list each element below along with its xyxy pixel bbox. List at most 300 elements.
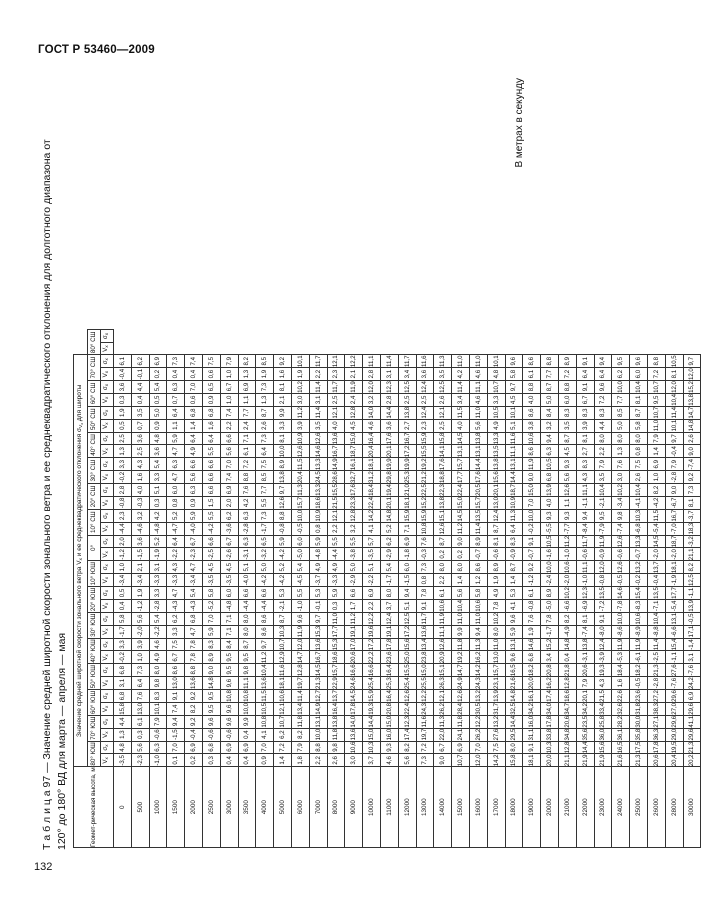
sigma-cell: 17,6 <box>434 458 452 471</box>
vx-cell: 20,9 <box>434 651 452 664</box>
sigma-cell: 10,0 <box>541 561 559 574</box>
vx-cell: 3,8 <box>523 419 541 432</box>
vx-cell: 4,0 <box>523 393 541 406</box>
sigma-cell: 12,1 <box>327 509 345 522</box>
vx-cell: -4,3 <box>167 599 185 612</box>
vx-cell: 9,0 <box>683 445 701 458</box>
vx-cell: -1,5 <box>167 728 185 741</box>
sigma-subheader: $\sigma_x$ <box>101 458 114 471</box>
table-row <box>647 330 665 848</box>
sigma-cell: 8,5 <box>256 355 274 368</box>
sigma-cell: 10,1 <box>505 406 523 419</box>
table-title-header <box>74 355 88 767</box>
sigma-cell: 6,3 <box>167 381 185 394</box>
vx-cell: -2,2 <box>167 548 185 561</box>
sigma-cell: 8,6 <box>256 612 274 625</box>
vx-cell: -0,4 <box>647 574 665 587</box>
sigma-cell: 5,5 <box>345 535 363 548</box>
latitude-header: 10° СШ <box>88 509 101 535</box>
vx-cell: 11,0 <box>647 419 665 432</box>
vx-cell: 2,5 <box>434 419 452 432</box>
vx-cell: -0,6 <box>149 728 167 741</box>
sigma-cell: 21,3 <box>647 664 665 677</box>
altitude-cell: 0 <box>114 767 132 848</box>
vx-cell: 5,8 <box>630 419 648 432</box>
sigma-cell: 6,0 <box>291 535 309 548</box>
sigma-cell: 20,8 <box>541 664 559 677</box>
vx-cell: -0,8 <box>114 496 132 509</box>
sigma-cell: 16,6 <box>363 664 381 677</box>
vx-cell: -4,2 <box>202 522 220 535</box>
altitude-cell: 10000 <box>363 767 381 848</box>
vx-cell: 1,3 <box>114 445 132 458</box>
vx-cell: 17,4 <box>398 728 416 741</box>
vx-cell: 4,6 <box>469 393 487 406</box>
vx-cell: 2,1 <box>345 368 363 381</box>
vx-cell: 0,2 <box>185 754 203 767</box>
sigma-cell: 4,5 <box>202 561 220 574</box>
sigma-cell: 10,9 <box>309 509 327 522</box>
vx-cell: 13,9 <box>683 599 701 612</box>
sigma-cell: 10,4 <box>594 484 612 497</box>
vx-cell: 0,1 <box>167 754 185 767</box>
sigma-cell: 6,2 <box>220 509 238 522</box>
vx-cell: 19,7 <box>291 677 309 690</box>
vx-cell: 19,3 <box>363 702 381 715</box>
sigma-cell: 8,2 <box>398 741 416 754</box>
vx-cell: 10,3 <box>274 625 292 638</box>
sigma-cell: 7,9 <box>149 715 167 728</box>
sigma-cell: 14,6 <box>523 638 541 651</box>
sigma-cell: 11,0 <box>327 612 345 625</box>
vx-cell: 24,2 <box>683 677 701 690</box>
sigma-cell: 15,0 <box>345 432 363 445</box>
sigma-cell: 18,1 <box>363 458 381 471</box>
vx-cell: 13,1 <box>452 445 470 458</box>
sigma-cell: 18,7 <box>665 535 683 548</box>
sigma-cell: 13,7 <box>327 690 345 703</box>
sigma-cell: 17,7 <box>665 587 683 600</box>
vx-cell: 17,2 <box>398 445 416 458</box>
vx-cell: -2,2 <box>149 625 167 638</box>
sigma-cell: 10,8 <box>256 715 274 728</box>
sigma-cell: 6,6 <box>345 587 363 600</box>
sigma-cell: 11,7 <box>309 355 327 368</box>
altitude-cell: 9000 <box>345 767 363 848</box>
sigma-cell: 7,3 <box>683 484 701 497</box>
vx-cell: 11,2 <box>452 522 470 535</box>
sigma-cell: 11,8 <box>452 638 470 651</box>
sigma-cell: 13,7 <box>647 561 665 574</box>
sigma-cell: 11,6 <box>274 664 292 677</box>
sigma-cell: 13,6 <box>309 638 327 651</box>
vx-cell: 4,7 <box>167 471 185 484</box>
vx-cell: 2,7 <box>576 445 594 458</box>
sigma-cell: 15,6 <box>594 741 612 754</box>
sigma-cell: 6,4 <box>167 535 185 548</box>
sigma-cell: 8,6 <box>523 355 541 368</box>
vx-cell: 2,2 <box>309 754 327 767</box>
vx-cell: 3,1 <box>683 651 701 664</box>
altitude-cell: 28000 <box>665 767 683 848</box>
latitude-header: 50° ЮШ <box>88 664 101 690</box>
vx-cell: 29,6 <box>683 728 701 741</box>
vx-cell: 14,1 <box>434 445 452 458</box>
sigma-cell: 8,4 <box>541 406 559 419</box>
vx-cell: 35,6 <box>576 728 594 741</box>
vx-cell: -6,1 <box>630 651 648 664</box>
vx-cell: 18,1 <box>523 754 541 767</box>
latitude-header: 70° СШ <box>88 355 101 381</box>
sigma-cell: 6,6 <box>202 458 220 471</box>
sigma-cell: 9,2 <box>523 561 541 574</box>
sigma-subheader: $\sigma_x$ <box>101 664 114 677</box>
vx-cell: 23,6 <box>380 651 398 664</box>
sigma-cell: 9,1 <box>523 741 541 754</box>
altitude-cell: 2000 <box>185 767 203 848</box>
sigma-cell: 20,6 <box>576 664 594 677</box>
vx-cell: 2,4 <box>238 419 256 432</box>
sigma-cell: 7,0 <box>202 612 220 625</box>
sigma-cell: 18,7 <box>505 484 523 497</box>
sigma-cell: 5,4 <box>149 458 167 471</box>
sigma-cell: 5,8 <box>469 587 487 600</box>
sigma-cell: 6,4 <box>202 432 220 445</box>
sigma-cell: 6,1 <box>523 587 541 600</box>
sigma-cell: 11,8 <box>452 715 470 728</box>
vx-cell: 20,4 <box>291 471 309 484</box>
sigma-cell: 5,4 <box>149 612 167 625</box>
vx-cell: 21,9 <box>594 754 612 767</box>
vx-cell: 7,2 <box>558 368 576 381</box>
vx-cell: 5,1 <box>505 419 523 432</box>
sigma-cell: 6,9 <box>683 690 701 703</box>
vx-cell: 11,1 <box>238 677 256 690</box>
sigma-cell: 13,6 <box>327 432 345 445</box>
latitude-header: 40° ЮШ <box>88 638 101 664</box>
sigma-cell: 11,5 <box>452 406 470 419</box>
vx-subheader: $V_x$ <box>101 393 114 406</box>
sigma-cell: 8,7 <box>505 561 523 574</box>
vx-cell: 8,2 <box>291 728 309 741</box>
vx-cell: 3,3 <box>487 393 505 406</box>
sigma-cell: 14,8 <box>505 690 523 703</box>
vx-cell: 10,8 <box>416 522 434 535</box>
sigma-cell: 7,5 <box>202 355 220 368</box>
sigma-cell: 7,5 <box>167 638 185 651</box>
sigma-cell: 9,4 <box>594 355 612 368</box>
vx-cell: 28,4 <box>452 702 470 715</box>
vx-cell: 4,1 <box>256 728 274 741</box>
sigma-cell: 16,0 <box>523 715 541 728</box>
vx-cell: 2,6 <box>327 754 345 767</box>
altitude-cell: 12000 <box>398 767 416 848</box>
latitude-header: 50° СШ <box>88 406 101 432</box>
vx-cell: 29,5 <box>505 728 523 741</box>
vx-cell: 10,6 <box>469 599 487 612</box>
sigma-cell: 5,0 <box>256 561 274 574</box>
vx-cell: 10,1 <box>665 419 683 432</box>
sigma-cell: 8,7 <box>274 612 292 625</box>
vx-cell: 31,7 <box>487 702 505 715</box>
vx-cell: 9,6 <box>220 702 238 715</box>
sigma-cell: 12,7 <box>309 690 327 703</box>
vx-cell: 6,2 <box>612 368 630 381</box>
sigma-cell: 13,1 <box>665 612 683 625</box>
vx-cell: -0,2 <box>523 522 541 535</box>
sigma-cell: 9,6 <box>505 355 523 368</box>
sigma-subheader: $\sigma_x$ <box>101 612 114 625</box>
vx-cell: -4,2 <box>256 574 274 587</box>
vx-cell: 3,7 <box>363 754 381 767</box>
sigma-cell: 11,1 <box>469 381 487 394</box>
vx-cell: -2,0 <box>131 625 149 638</box>
sigma-cell: 7,0 <box>185 381 203 394</box>
sigma-cell: 7,4 <box>185 355 203 368</box>
altitude-cell: 16000 <box>469 767 487 848</box>
sigma-cell: 6,8 <box>202 406 220 419</box>
sigma-cell: 5,6 <box>452 587 470 600</box>
sigma-cell: 9,8 <box>612 509 630 522</box>
sigma-cell: 6,8 <box>114 664 132 677</box>
vx-cell: 2,5 <box>327 393 345 406</box>
vx-cell: 12,1 <box>274 702 292 715</box>
sigma-cell: 11,0 <box>469 406 487 419</box>
vx-cell: 12,6 <box>291 445 309 458</box>
vx-cell: 3,4 <box>398 368 416 381</box>
sigma-cell: 15,1 <box>434 664 452 677</box>
vx-cell: -1,2 <box>523 574 541 587</box>
sigma-subheader: $\sigma_x$ <box>101 355 114 368</box>
sigma-cell: 15,4 <box>665 638 683 651</box>
vx-cell: 4,9 <box>149 651 167 664</box>
sigma-cell: 7,1 <box>220 612 238 625</box>
sigma-cell: 9,4 <box>398 587 416 600</box>
vx-cell: -6,7 <box>665 496 683 509</box>
vx-cell: 23,8 <box>416 651 434 664</box>
sigma-cell: 5,6 <box>131 612 149 625</box>
vx-cell: 26,2 <box>434 702 452 715</box>
sigma-cell: 8,8 <box>541 355 559 368</box>
vx-cell: 0,8 <box>167 496 185 509</box>
vx-cell: 12,0 <box>683 368 701 381</box>
sigma-cell: 19,2 <box>416 458 434 471</box>
vx-cell: -8,0 <box>594 625 612 638</box>
vx-cell: 25,3 <box>380 677 398 690</box>
sigma-cell: 10,6 <box>523 432 541 445</box>
table-row <box>149 330 167 848</box>
vx-cell: 25,4 <box>398 677 416 690</box>
vx-cell: 0,5 <box>114 419 132 432</box>
vx-cell: 15,0 <box>363 728 381 741</box>
vx-cell: 13,0 <box>167 677 185 690</box>
sigma-cell: 7,3 <box>256 432 274 445</box>
sigma-cell: 12,4 <box>416 381 434 394</box>
vx-cell: -7,9 <box>594 522 612 535</box>
vx-cell: 24,1 <box>452 728 470 741</box>
vx-cell: 5,6 <box>185 471 203 484</box>
sigma-cell: 7,3 <box>256 381 274 394</box>
sigma-cell: 5,3 <box>505 587 523 600</box>
table-row <box>452 330 470 848</box>
sigma-cell: 8,0 <box>238 612 256 625</box>
vx-cell: 34,2 <box>576 702 594 715</box>
sigma-cell: 12,2 <box>345 355 363 368</box>
altitude-header: Геомет-рическая высота, м <box>74 767 114 848</box>
sigma-cell: 8,8 <box>309 741 327 754</box>
sigma-subheader: $\sigma_x$ <box>101 535 114 548</box>
latitude-header: 0° <box>88 535 101 561</box>
sigma-cell: 18,2 <box>630 664 648 677</box>
vx-cell: -2,1 <box>274 599 292 612</box>
sigma-cell: 15,6 <box>398 638 416 651</box>
sigma-cell: 6,8 <box>185 406 203 419</box>
table-row <box>630 330 648 848</box>
vx-cell: 2,2 <box>309 368 327 381</box>
sigma-cell: 10,3 <box>363 741 381 754</box>
sigma-cell: 10,7 <box>487 381 505 394</box>
sigma-cell: 8,2 <box>683 561 701 574</box>
vx-cell: 7,7 <box>612 393 630 406</box>
sigma-subheader: $\sigma_x$ <box>101 690 114 703</box>
vx-cell: 31,2 <box>363 471 381 484</box>
sigma-cell: 8,1 <box>576 432 594 445</box>
sigma-cell: 14,4 <box>576 741 594 754</box>
sigma-cell: 4,7 <box>185 561 203 574</box>
sigma-cell: 20,6 <box>558 715 576 728</box>
sigma-cell: 28,2 <box>612 715 630 728</box>
vx-cell: 21,3 <box>630 754 648 767</box>
vx-cell: 5,5 <box>256 496 274 509</box>
vx-cell: 15,8 <box>505 754 523 767</box>
sigma-cell: 8,8 <box>558 381 576 394</box>
sigma-cell: 4,2 <box>149 509 167 522</box>
vx-cell: -4,3 <box>185 599 203 612</box>
table-row <box>665 330 683 848</box>
vx-cell: 1,4 <box>505 574 523 587</box>
vx-cell: 1,9 <box>523 625 541 638</box>
sigma-cell: 10,7 <box>274 715 292 728</box>
sigma-cell: 10,6 <box>274 690 292 703</box>
vx-cell: 14,2 <box>487 754 505 767</box>
vx-cell: -2,2 <box>363 574 381 587</box>
vx-cell: 0,8 <box>630 445 648 458</box>
sigma-cell: 18,1 <box>665 561 683 574</box>
sigma-cell: 12,6 <box>398 690 416 703</box>
vx-cell: 1,9 <box>291 368 309 381</box>
sigma-cell: 6,1 <box>434 587 452 600</box>
sigma-cell: 3,6 <box>131 535 149 548</box>
sigma-cell: 11,2 <box>291 406 309 419</box>
vx-cell: -3,1 <box>576 651 594 664</box>
vx-cell: 9,5 <box>202 702 220 715</box>
sigma-cell: 6,4 <box>167 406 185 419</box>
sigma-cell: 8,4 <box>220 638 238 651</box>
vx-subheader: $V_x$ <box>101 677 114 690</box>
sigma-cell: 6,0 <box>398 561 416 574</box>
vx-cell: -4,8 <box>309 548 327 561</box>
vx-cell: 0,3 <box>149 496 167 509</box>
sigma-cell: 7,3 <box>416 561 434 574</box>
sigma-cell: 8,2 <box>238 355 256 368</box>
vx-cell: 0,4 <box>167 368 185 381</box>
sigma-cell: 5,1 <box>238 561 256 574</box>
sigma-cell: 13,8 <box>398 406 416 419</box>
vx-cell: 2,2 <box>220 419 238 432</box>
vx-cell: 0,9 <box>256 754 274 767</box>
vx-cell: 3,9 <box>291 419 309 432</box>
sigma-cell: 12,3 <box>398 715 416 728</box>
sigma-cell: 5,9 <box>327 587 345 600</box>
sigma-cell: 5,0 <box>149 406 167 419</box>
vx-cell: 10,4 <box>665 393 683 406</box>
sigma-cell: 15,8 <box>434 432 452 445</box>
altitude-cell: 1500 <box>167 767 185 848</box>
sigma-cell: 29,6 <box>665 690 683 703</box>
vx-cell: 1,6 <box>131 471 149 484</box>
vx-cell: 3,5 <box>594 471 612 484</box>
vx-cell: 2,2 <box>327 522 345 535</box>
vx-subheader: $V_x$ <box>101 574 114 587</box>
sigma-cell: 5,2 <box>149 535 167 548</box>
sigma-cell: -1,4 <box>683 638 701 651</box>
sigma-cell: 4,8 <box>149 432 167 445</box>
vx-cell: 1,0 <box>220 368 238 381</box>
vx-cell: 1,4 <box>274 754 292 767</box>
vx-cell: -8,6 <box>612 625 630 638</box>
sigma-cell: 8,8 <box>185 664 203 677</box>
vx-cell: 20,0 <box>541 754 559 767</box>
vx-cell: 0,7 <box>167 393 185 406</box>
sigma-cell: 14,5 <box>309 664 327 677</box>
sigma-cell: 9,7 <box>505 381 523 394</box>
altitude-cell: 500 <box>131 767 149 848</box>
vx-cell: 20,2 <box>683 754 701 767</box>
vx-cell: 19,2 <box>452 651 470 664</box>
vx-cell: -1,0 <box>576 574 594 587</box>
sigma-cell: 15,7 <box>327 664 345 677</box>
sigma-cell: 9,5 <box>594 509 612 522</box>
sigma-cell: 15,9 <box>416 432 434 445</box>
sigma-cell: 5,6 <box>131 741 149 754</box>
sigma-cell: 5,4 <box>149 381 167 394</box>
vx-cell: 34,0 <box>541 702 559 715</box>
sigma-cell: 13,8 <box>327 715 345 728</box>
vx-cell: 8,1 <box>665 368 683 381</box>
vx-cell: 9,9 <box>452 625 470 638</box>
vx-cell: -1,0 <box>149 754 167 767</box>
title-mean-sub: x <box>78 558 84 561</box>
vx-cell: 34,2 <box>523 702 541 715</box>
table-row <box>416 330 434 848</box>
vx-cell: -2,5 <box>202 548 220 561</box>
sigma-cell: 9,2 <box>185 715 203 728</box>
vx-cell: -1,7 <box>256 522 274 535</box>
sigma-cell: -7,6 <box>683 664 701 677</box>
vx-cell: 27,6 <box>487 728 505 741</box>
sigma-cell: 12,1 <box>327 355 345 368</box>
vx-cell: 0,6 <box>185 393 203 406</box>
vx-cell: 34,8 <box>558 728 576 741</box>
sigma-cell: 8,3 <box>202 638 220 651</box>
vx-cell: -8,4 <box>576 522 594 535</box>
vx-cell: 10,0 <box>309 728 327 741</box>
sigma-cell: 8,3 <box>558 406 576 419</box>
vx-cell: -2,0 <box>665 548 683 561</box>
vx-cell: 26,2 <box>469 728 487 741</box>
sigma-cell: 5,7 <box>363 535 381 548</box>
vx-cell: 4,3 <box>594 677 612 690</box>
